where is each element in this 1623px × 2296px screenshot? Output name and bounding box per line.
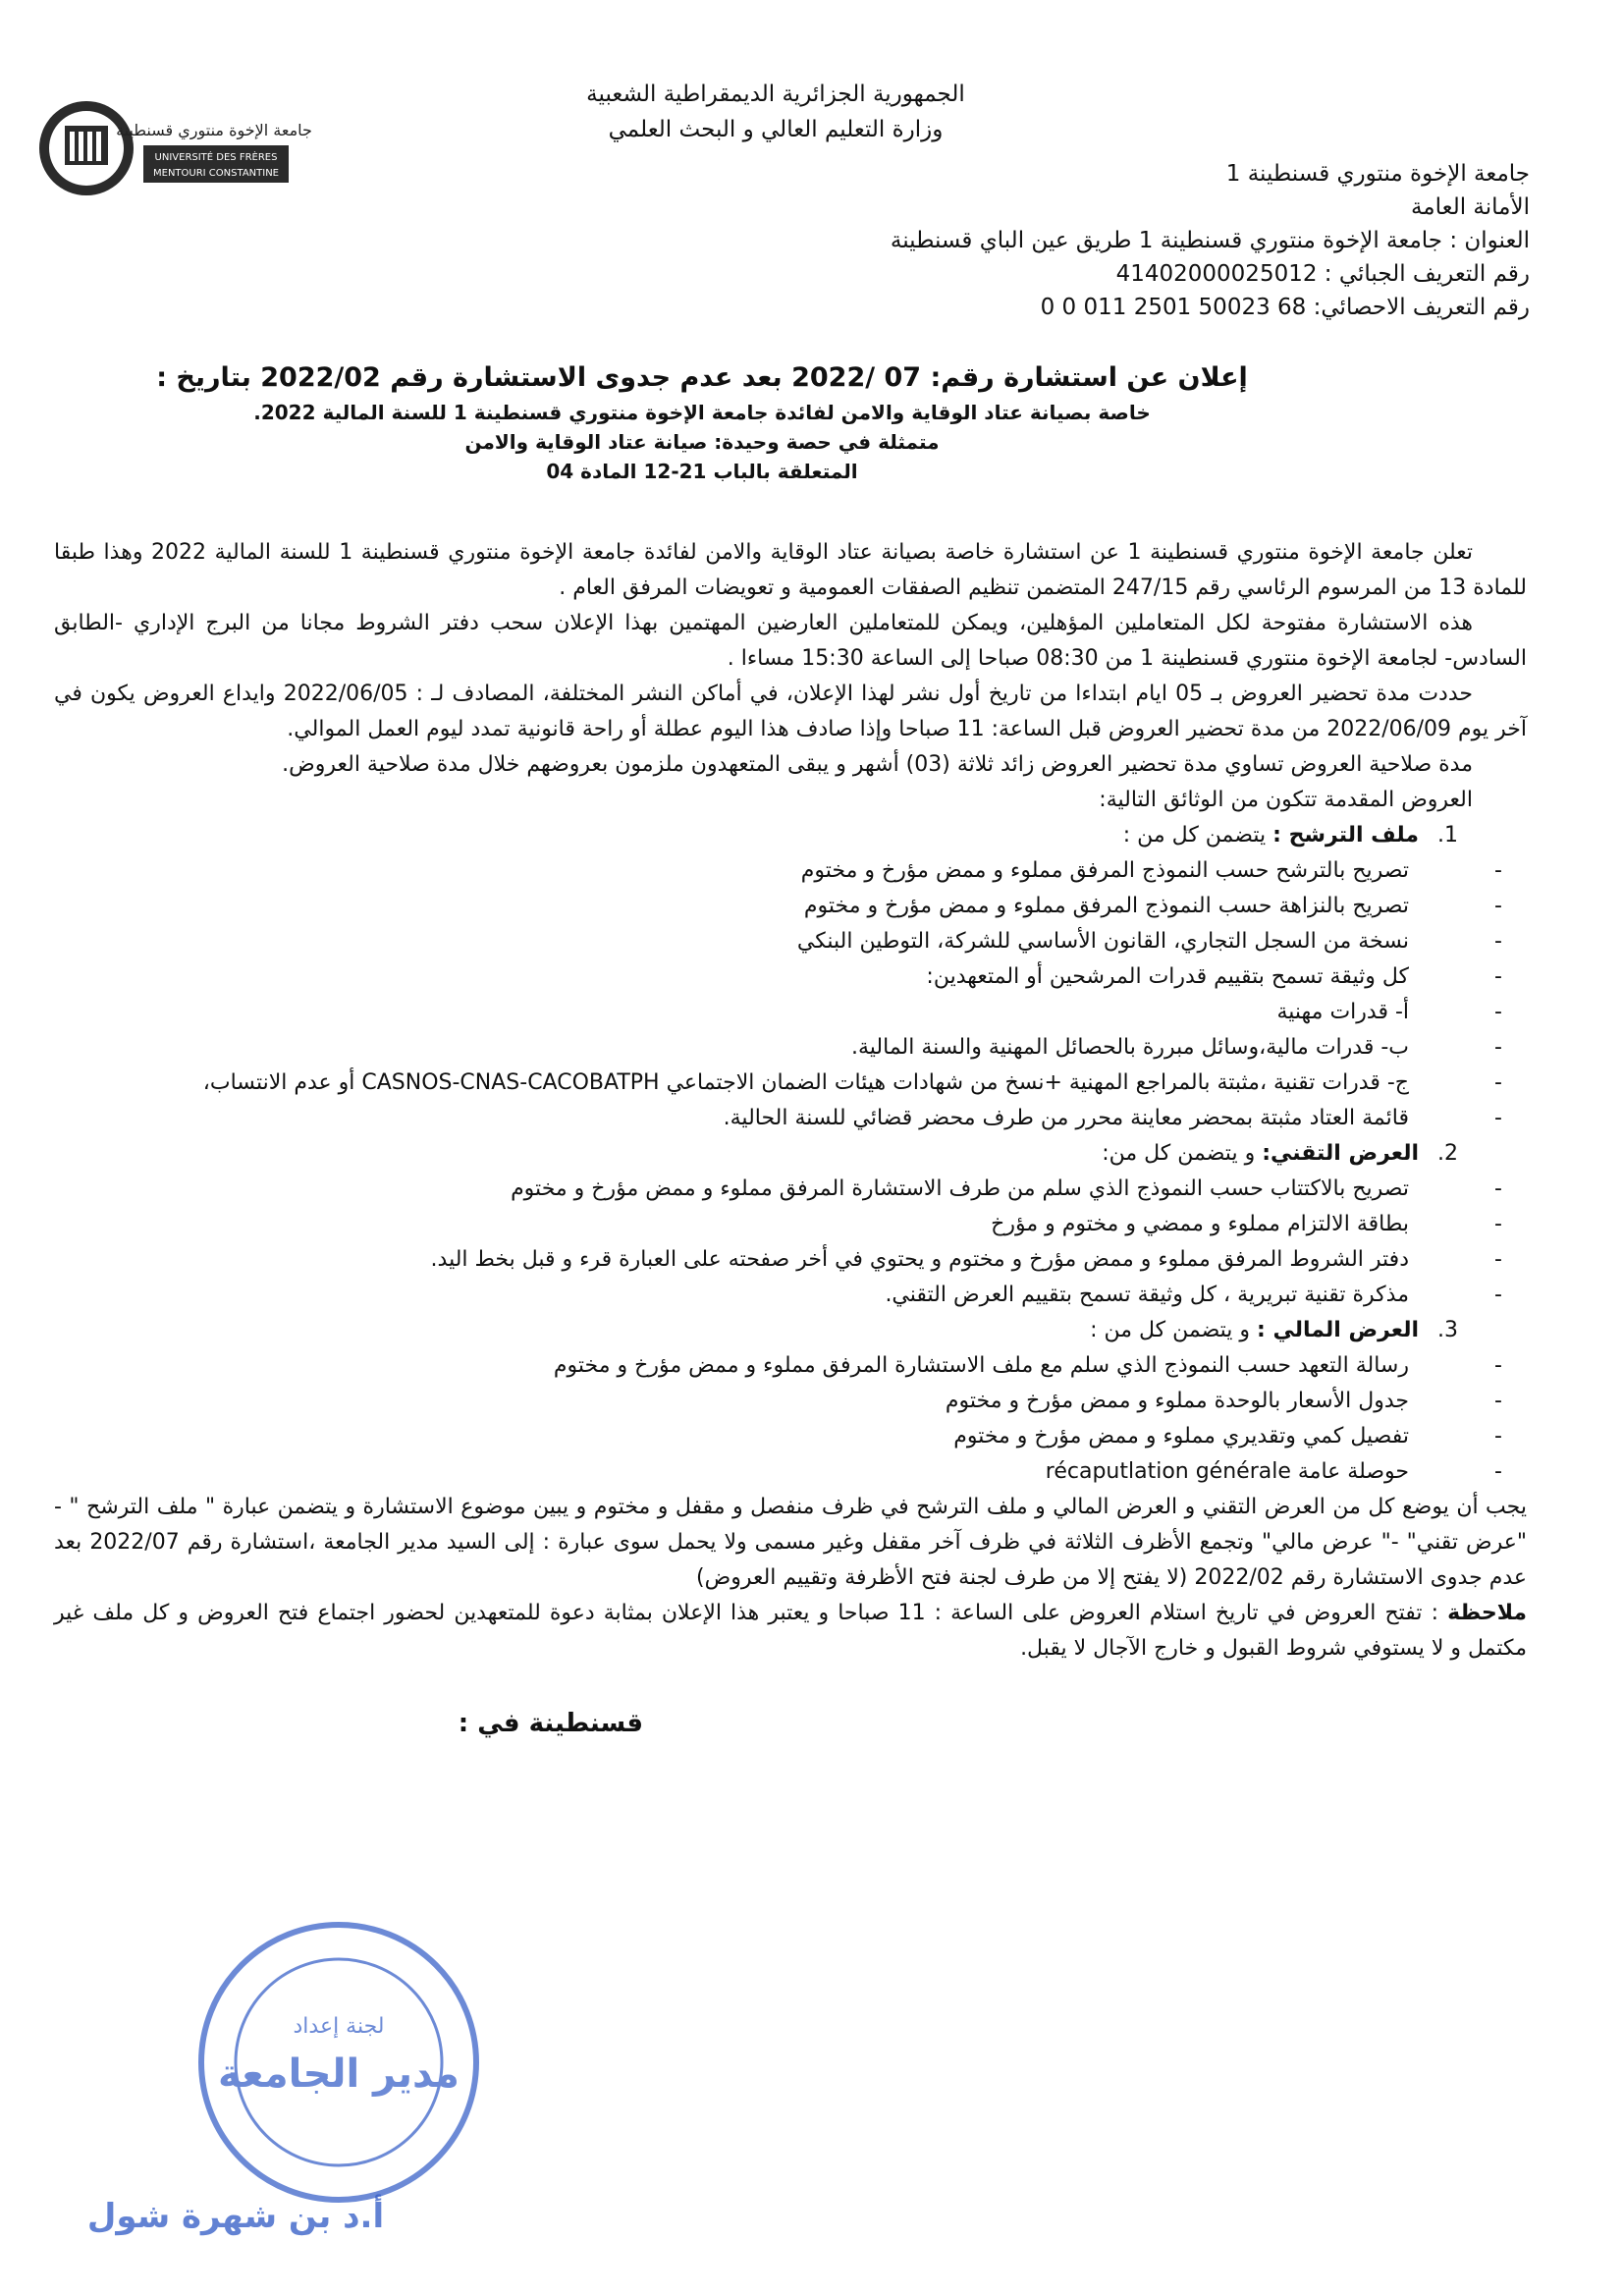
announcement-subtitle-1: خاصة بصيانة عتاد الوقاية والامن لفائدة جامعة الإخوة منتوري قسنطينة 1 للسنة المالية 2022. <box>253 401 1151 424</box>
announcement-subtitle-2: متمثلة في حصة وحيدة: صيانة عتاد الوقاية والامن <box>464 430 940 454</box>
signature <box>86 2180 385 2249</box>
paragraph-documents: العروض المقدمة تتكون من الوثائق التالية: <box>1099 788 1473 812</box>
list-item: - بطاقة الالتزام مملوء و ممضي و مختوم و مؤرخ <box>54 1207 1409 1242</box>
paragraph-intro: تعلن جامعة الإخوة منتوري قسنطينة 1 عن استشارة خاصة بصيانة عتاد الوقاية والامن لفائدة جامعة الإخوة منتوري قسنطينة 1 للسنة المالية 2022 وهذا طبقا للمادة 13 من المرسوم الرئاسي رقم 247/15 المتضمن تنظيم الصفقات العمومية و تعويضات المرفق العام . <box>54 540 1527 600</box>
note-paragraph <box>54 1596 1527 1667</box>
section-title: ملف الترشح : <box>1272 823 1419 847</box>
note-label: ملاحظة <box>1447 1601 1528 1625</box>
tax-id: رقم التعريف الجبائي : 41402000025012 <box>1115 261 1530 287</box>
section-title: العرض المالي : <box>1257 1318 1419 1342</box>
section-financial-offer <box>54 1313 1527 1490</box>
list-item: - حوصلة عامة récaputlation générale <box>54 1454 1409 1490</box>
list-item: - مذكرة تقنية تبريرية ، كل وثيقة تسمح بتقييم العرض التقني. <box>54 1278 1409 1313</box>
list-item: - تصريح بالنزاهة حسب النموذج المرفق مملوء و ممض مؤرخ و مختوم <box>54 889 1409 924</box>
university-block <box>548 157 1530 324</box>
stamp-line-2: مدير الجامعة <box>218 2051 460 2097</box>
section-lead: يتضمن كل من : <box>1122 823 1273 847</box>
paragraph-deadline: حددت مدة تحضير العروض بـ 05 ايام ابتداءا من تاريخ أول نشر لهذا الإعلان، في أماكن النشر المختلفة، المصادف لـ : 2022/06/05 وايداع العروض يكون في آخر يوم 2022/06/09 من مدة تحضير العروض قبل الساعة: 11 صباحا وإذا صادف هذا اليوم عطلة أو راحة قانونية تمدد ليوم العمل الموالي. <box>54 682 1527 741</box>
announcement-body <box>54 535 1527 1741</box>
section-candidacy <box>54 818 1527 1136</box>
university-name: جامعة الإخوة منتوري قسنطينة 1 <box>1225 161 1530 187</box>
section-technical-offer <box>54 1136 1527 1313</box>
list-item: - كل وثيقة تسمح بتقييم قدرات المرشحين أو المتعهدين: <box>54 959 1409 995</box>
list-item: - نسخة من السجل التجاري، القانون الأساسي للشركة، التوطين البنكي <box>54 924 1409 959</box>
list-item: - أ- قدرات مهنية <box>54 995 1409 1030</box>
announcement-title: إعلان عن استشارة رقم: 07 /2022 بعد عدم جدوى الاستشارة رقم 2022/02 بتاريخ : <box>156 362 1248 393</box>
note-text: : تفتح العروض في تاريخ استلام العروض على الساعة : 11 صباحا و يعتبر هذا الإعلان بمثابة دعوة للمتعهدين لحضور اجتماع فتح العروض و كل ملف غير مكتمل و لا يستوفي شروط القبول و خارج الآجال لا يقبل. <box>54 1601 1527 1661</box>
signature-text: أ.د بن شهرة شول <box>86 2197 385 2236</box>
logo-text-fr-2: MENTOURI CONSTANTINE <box>153 168 279 179</box>
paragraph-open: هذه الاستشارة مفتوحة لكل المتعاملين المؤهلين، ويمكن للمتعاملين العارضين المهتمين بهذا الإعلان سحب دفتر الشروط مجانا من البرج الإداري -الطابق السادس- لجامعة الإخوة منتوري قسنطينة 1 من 08:30 صباحا إلى الساعة 15:30 مساءا . <box>54 611 1527 671</box>
list-item: - تصريح بالاكتتاب حسب النموذج الذي سلم من طرف الاستشارة المرفق مملوء و ممض مؤرخ و مختوم <box>54 1172 1409 1207</box>
list-item: - ج- قدرات تقنية ،مثبتة بالمراجع المهنية +نسخ من شهادات هيئات الضمان الاجتماعي CASNOS-CNAS-CACOBATPH أو عدم الانتساب، <box>54 1066 1409 1101</box>
list-item: - تفصيل كمي وتقديري مملوء و ممض مؤرخ و مختوم <box>54 1419 1409 1454</box>
university-logo <box>37 94 312 202</box>
list-item: - قائمة العتاد مثبتة بمحضر معاينة محرر من طرف محضر قضائي للسنة الحالية. <box>54 1101 1409 1136</box>
paragraph-validity: مدة صلاحية العروض تساوي مدة تحضير العروض زائد ثلاثة (03) أشهر و يبقى المتعهدون ملزمون بعروضهم خلال مدة صلاحية العروض. <box>282 752 1473 777</box>
list-item: - ب- قدرات مالية،وسائل مبررة بالحصائل المهنية والسنة المالية. <box>54 1030 1409 1066</box>
list-item: - رسالة التعهد حسب النموذج الذي سلم مع ملف الاستشارة المرفق مملوء و ممض مؤرخ و مختوم <box>54 1348 1409 1384</box>
stamp-line-1: لجنة إعداد <box>293 2014 385 2039</box>
announcement-subtitle-3: المتعلقة بالباب 21-12 المادة 04 <box>546 460 858 483</box>
section-number: 2. <box>1437 1141 1458 1166</box>
secretariat: الأمانة العامة <box>1410 194 1530 220</box>
logo-text-fr-1: UNIVERSITÉ DES FRÈRES <box>154 152 278 163</box>
ministry-name: وزارة التعليم العالي و البحث العلمي <box>608 117 944 142</box>
section-number: 1. <box>1437 823 1458 847</box>
section-number: 3. <box>1437 1318 1458 1342</box>
stat-id: رقم التعريف الاحصائي: 68 50023 2501 011 0 0 <box>1040 295 1530 320</box>
announcement-header <box>118 358 1286 486</box>
official-stamp <box>177 1915 501 2210</box>
paragraph-envelopes: يجب أن يوضع كل من العرض التقني و العرض المالي و ملف الترشح في ظرف منفصل و مقفل و مختوم و يبين موضوع الاستشارة و يتضمن عبارة " ملف الترشح " - "عرض تقني" -" عرض مالي" وتجمع الأظرف الثلاثة في ظرف آخر مقفل وغير مسمى ولا يحمل سوى عبارة : إلى السيد مدير الجامعة ،استشارة رقم 2022/07 بعد عدم جدوى الاستشارة رقم 2022/02 (لا يفتح إلا من طرف لجنة فتح الأظرفة وتقييم العروض) <box>54 1495 1527 1590</box>
list-item: - تصريح بالترشح حسب النموذج المرفق مملوء و ممض مؤرخ و مختوم <box>54 853 1409 889</box>
place-date: قسنطينة في : <box>458 1709 643 1738</box>
list-item: - دفتر الشروط المرفق مملوء و ممض مؤرخ و مختوم و يحتوي في أخر صفحته على العبارة قرء و قبل بخط اليد. <box>54 1242 1409 1278</box>
republic-name: الجمهورية الجزائرية الديمقراطية الشعبية <box>586 82 965 107</box>
section-lead: و يتضمن كل من : <box>1090 1318 1258 1342</box>
section-lead: و يتضمن كل من: <box>1102 1141 1263 1166</box>
address: العنوان : جامعة الإخوة منتوري قسنطينة 1 طريق عين الباي قسنطينة <box>890 228 1530 253</box>
government-header <box>550 77 1001 147</box>
list-item: - جدول الأسعار بالوحدة مملوء و ممض مؤرخ و مختوم <box>54 1384 1409 1419</box>
logo-text-ar: جامعة الإخوة منتوري قسنطينة <box>116 121 312 139</box>
section-title: العرض التقني: <box>1262 1141 1419 1166</box>
